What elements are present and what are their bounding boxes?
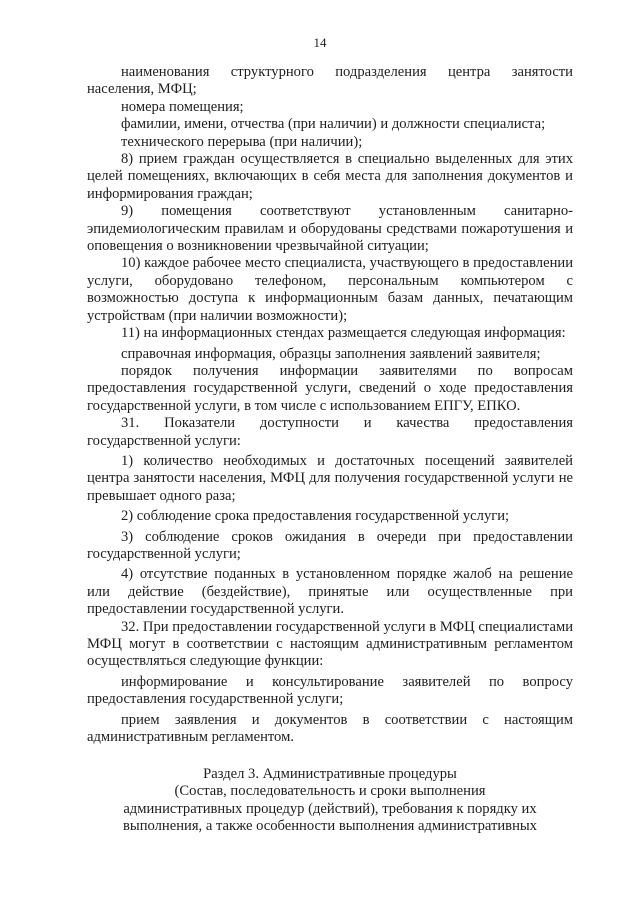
body-text — [87, 64, 573, 746]
paragraph: 32. При предоставлении государственной услуги в МФЦ специалистами МФЦ могут в соответствии с настоящим административным регламентом осуществляться следующие функции: — [87, 618, 573, 670]
paragraph: номера помещения; — [121, 98, 244, 115]
paragraph: прием заявления и документов в соответствии с настоящим административным регламентом. — [87, 711, 573, 746]
paragraph: наименования структурного подразделения центра занятости населения, МФЦ; — [87, 64, 573, 98]
paragraph: 4) отсутствие поданных в установленном порядке жалоб на решение или действие (бездействие), принятые или осуществленные при предоставлении государственной услуги. — [87, 566, 573, 618]
paragraph: порядок получения информации заявителями по вопросам предоставления государственной услуги, сведений о ходе предоставления государственной услуги, в том числе с использованием ЕПГУ, ЕПКО. — [87, 362, 573, 414]
paragraph: 2) соблюдение срока предоставления государственной услуги; — [121, 508, 510, 525]
paragraph: технического перерыва (при наличии); — [121, 133, 363, 150]
paragraph: 31. Показатели доступности и качества предоставления государственной услуги: — [87, 415, 573, 449]
paragraph: 10) каждое рабочее место специалиста, участвующего в предоставлении услуги, оборудовано телефоном, персональным компьютером с возможностью доступа к информационным базам данных, печатающим устройствам (при наличии возможности); — [87, 255, 573, 324]
section-title: Раздел 3. Административные процедуры — [203, 766, 457, 782]
paragraph: информирование и консультирование заявителей по вопросу предоставления государственной услуги; — [87, 673, 573, 708]
section-subtitle-line: выполнения, а также особенности выполнения административных — [123, 818, 537, 835]
paragraph: 9) помещения соответствуют установленным санитарно-эпидемиологическим правилам и оборудованы средствами пожаротушения и оповещения о возникновении чрезвычайной ситуации; — [87, 203, 573, 255]
paragraph: справочная информация, образцы заполнения заявлений заявителя; — [121, 345, 541, 362]
paragraph: 1) количество необходимых и достаточных посещений заявителей центра занятости населения, МФЦ для получения государственной услуги не превышает одного раза; — [87, 452, 573, 504]
section-heading — [87, 766, 573, 836]
section-subtitle-line: (Состав, последовательность и сроки выполнения — [174, 783, 486, 800]
page-number: 14 — [313, 35, 327, 50]
paragraph: 3) соблюдение сроков ожидания в очереди при предоставлении государственной услуги; — [87, 528, 573, 562]
paragraph: 8) прием граждан осуществляется в специально выделенных для этих целей помещениях, включающих в себя места для заполнения документов и информирования граждан; — [87, 151, 573, 202]
section-subtitle-line: административных процедур (действий), требования к порядку их — [123, 800, 537, 817]
paragraph: 11) на информационных стендах размещается следующая информация: — [121, 325, 566, 342]
paragraph: фамилии, имени, отчества (при наличии) и должности специалиста; — [121, 116, 546, 133]
